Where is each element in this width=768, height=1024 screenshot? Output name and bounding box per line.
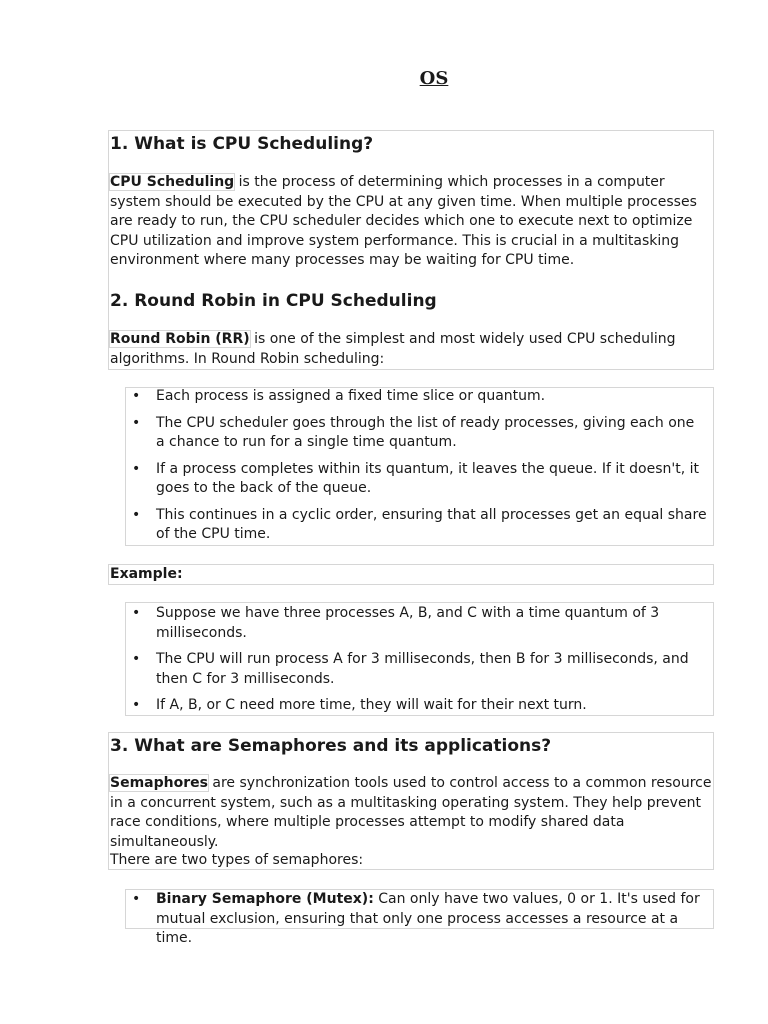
example-label: Example: [110, 566, 183, 582]
bullet-icon: • [132, 388, 141, 404]
section-paragraph [110, 173, 714, 271]
semaphore-types-list [127, 890, 707, 956]
round-robin-bullet-list [127, 387, 707, 552]
type-name: Binary Semaphore (Mutex): [156, 891, 374, 907]
key-term: Semaphores [110, 775, 208, 791]
paragraph-text: are synchronization tools used to control access to a common resource in a concurrent system, such as a multitasking operating system. They help prevent race conditions, where multiple processes attempt to modify shared data simultaneously. [110, 775, 712, 850]
paragraph-text: is one of the simplest and most widely used CPU scheduling algorithms. In Round Robin scheduling: [110, 331, 676, 367]
list-item: • This continues in a cyclic order, ensuring that all processes get an equal share of the CPU time. [132, 506, 707, 542]
bullet-icon: • [132, 506, 141, 523]
example-label-frame [108, 564, 714, 585]
document-title: OS [419, 68, 449, 89]
key-term: CPU Scheduling [110, 174, 235, 190]
bullet-icon: • [132, 891, 141, 907]
list-item: • Suppose we have three processes A, B, and C with a time quantum of 3 milliseconds. [132, 605, 660, 641]
example-bullet-list [127, 604, 707, 723]
list-item [127, 890, 707, 949]
types-intro: There are two types of semaphores: [110, 852, 364, 868]
bullet-icon: • [132, 605, 141, 621]
list-item: • The CPU will run process A for 3 milliseconds, then B for 3 milliseconds, and then C for 3 milliseconds. [132, 651, 689, 687]
section-paragraph [110, 774, 714, 852]
bullet-icon: • [132, 697, 141, 713]
section-heading: 2. Round Robin in CPU Scheduling [110, 291, 437, 311]
bullet-icon: • [132, 460, 141, 477]
section-heading: 1. What is CPU Scheduling? [110, 134, 374, 154]
type-description: Can only have two values, 0 or 1. It's used for mutual exclusion, ensuring that only one process accesses a resource at a time. [156, 891, 700, 946]
paragraph-text: is the process of determining which processes in a computer system should be executed by the CPU at any given time. When multiple processes are ready to run, the CPU scheduler decides which one to execute next to optimize CPU utilization and improve system performance. This is crucial in a multitasking environment where many processes may be waiting for CPU time. [110, 174, 697, 268]
list-item: • If A, B, or C need more time, they will wait for their next turn. [127, 696, 707, 716]
list-item: • Each process is assigned a fixed time slice or quantum. [127, 387, 707, 407]
list-item: • The CPU scheduler goes through the list of ready processes, giving each one a chance to run for a single time quantum. [132, 414, 695, 450]
key-term: Round Robin (RR) [110, 331, 250, 347]
list-item: • If a process completes within its quantum, it leaves the queue. If it doesn't, it goes to the back of the queue. [132, 460, 699, 496]
section-heading: 3. What are Semaphores and its applications? [110, 736, 552, 756]
bullet-icon: • [132, 651, 141, 667]
section-paragraph [110, 330, 714, 369]
bullet-icon: • [132, 414, 141, 431]
